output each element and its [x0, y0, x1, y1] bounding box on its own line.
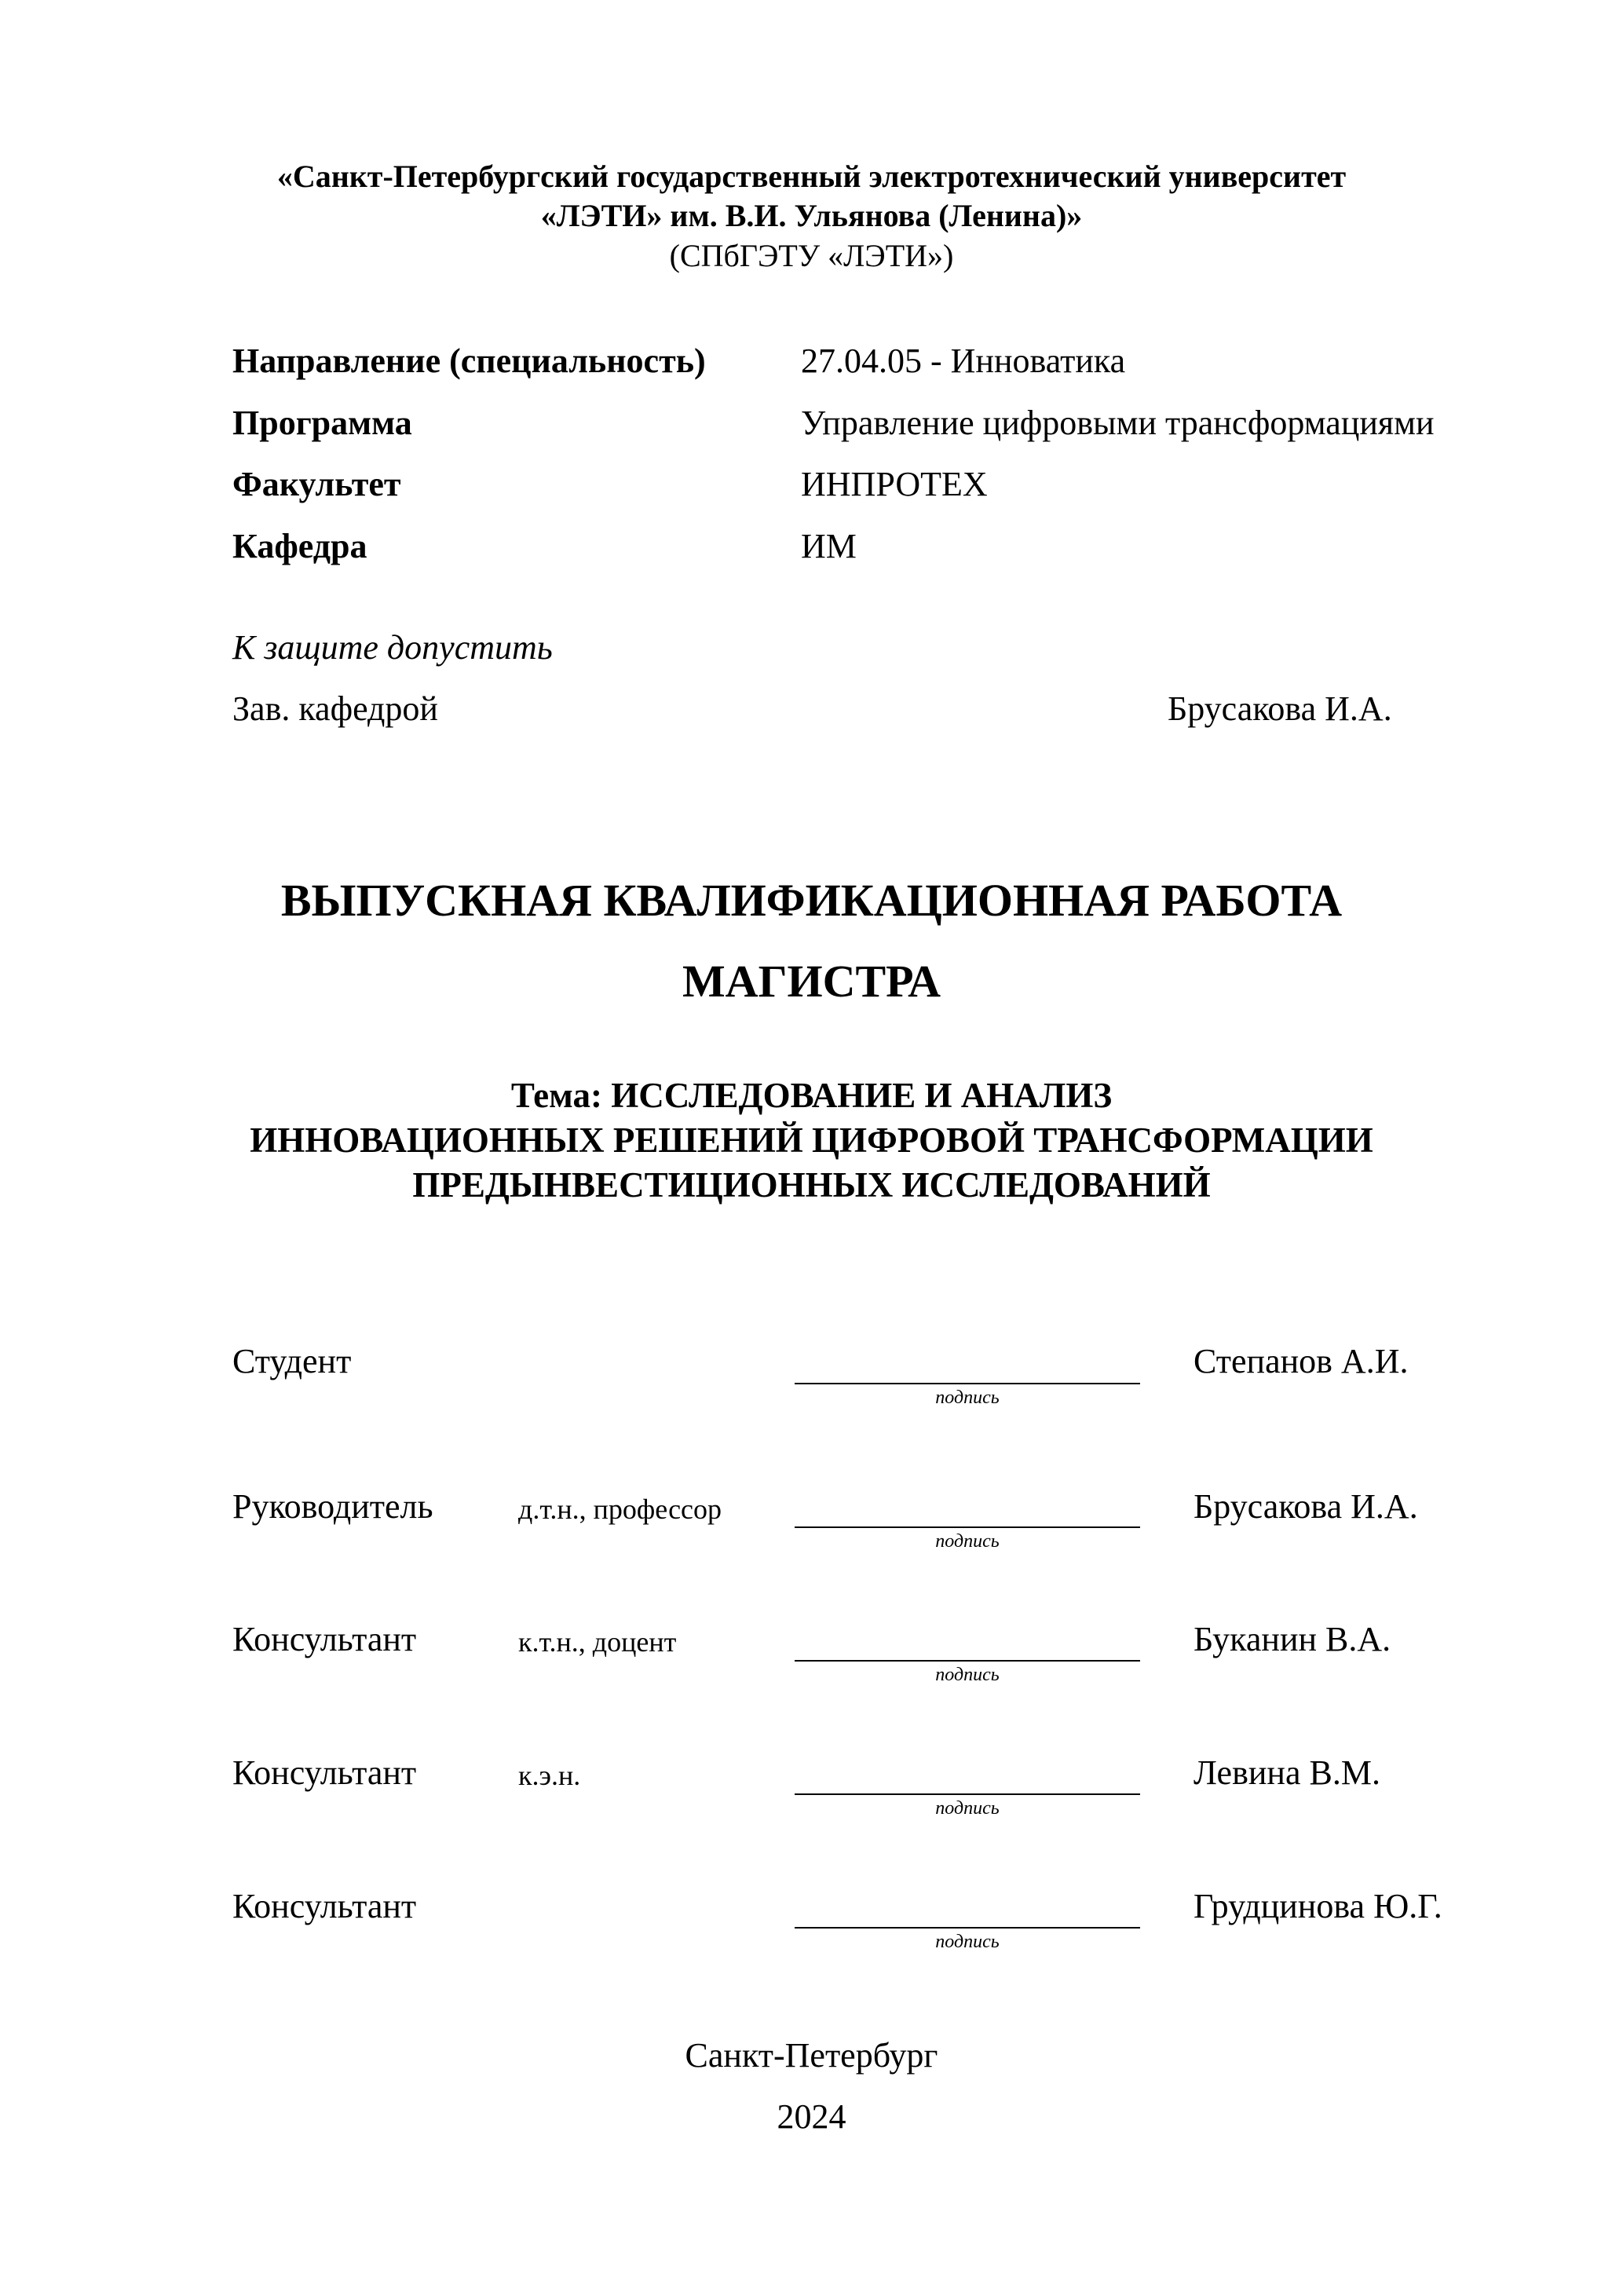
signatory-role: Консультант — [232, 1887, 417, 1925]
admission-label: К защите допустить — [232, 628, 553, 667]
work-title-line2: МАГИСТРА — [682, 956, 941, 1007]
info-value-faculty: ИНПРОТЕХ — [801, 465, 988, 503]
signature-line — [795, 1526, 1140, 1528]
admission-head-name: Брусакова И.А. — [1168, 689, 1392, 728]
theme-line1: Тема: ИССЛЕДОВАНИЕ И АНАЛИЗ — [510, 1076, 1113, 1115]
university-name-line1: «Санкт-Петербургский государственный электротехнический университет — [276, 159, 1347, 194]
signatory-role: Консультант — [232, 1620, 417, 1658]
info-label-faculty: Факультет — [232, 465, 401, 503]
signatory-name: Степанов А.И. — [1193, 1342, 1409, 1380]
info-value-department: ИМ — [801, 527, 857, 565]
info-value-program: Управление цифровыми трансформациями — [801, 404, 1435, 442]
signatory-name: Буканин В.А. — [1193, 1620, 1391, 1658]
theme-line2: ИННОВАЦИОННЫХ РЕШЕНИЙ ЦИФРОВОЙ ТРАНСФОРМАЦИИ — [250, 1121, 1373, 1160]
signatory-degree: д.т.н., профессор — [518, 1493, 722, 1525]
signature-hint: подпись — [935, 1932, 1000, 1952]
footer-city: Санкт-Петербург — [685, 2036, 938, 2075]
signature-hint: подпись — [935, 1665, 1000, 1685]
signature-line — [795, 1660, 1140, 1662]
info-value-direction: 27.04.05 - Инноватика — [801, 342, 1126, 380]
signatory-role: Студент — [232, 1342, 352, 1380]
signatory-name: Левина В.М. — [1193, 1753, 1380, 1792]
signature-line — [795, 1927, 1140, 1929]
info-label-program: Программа — [232, 404, 412, 442]
signature-hint: подпись — [935, 1531, 1000, 1552]
signatory-name: Брусакова И.А. — [1193, 1487, 1418, 1526]
signatory-role: Консультант — [232, 1753, 417, 1792]
info-label-direction: Направление (специальность) — [232, 342, 706, 380]
signature-hint: подпись — [935, 1387, 1000, 1408]
work-title-line1: ВЫПУСКНАЯ КВАЛИФИКАЦИОННАЯ РАБОТА — [280, 875, 1343, 926]
info-label-department: Кафедра — [232, 527, 367, 565]
theme-line3: ПРЕДЫНВЕСТИЦИОННЫХ ИССЛЕДОВАНИЙ — [412, 1165, 1211, 1205]
university-abbreviation: (СПбГЭТУ «ЛЭТИ») — [669, 238, 954, 273]
signatory-role: Руководитель — [232, 1487, 433, 1526]
signatory-degree: к.т.н., доцент — [518, 1626, 677, 1658]
university-name-line2: «ЛЭТИ» им. В.И. Ульянова (Ленина)» — [540, 198, 1083, 233]
footer-year: 2024 — [777, 2097, 846, 2136]
admission-role: Зав. кафедрой — [232, 689, 438, 728]
signatory-degree: к.э.н. — [518, 1760, 581, 1791]
signature-hint: подпись — [935, 1798, 1000, 1819]
signatory-name: Грудцинова Ю.Г. — [1193, 1887, 1442, 1925]
signature-line — [795, 1383, 1140, 1384]
signature-line — [795, 1793, 1140, 1795]
